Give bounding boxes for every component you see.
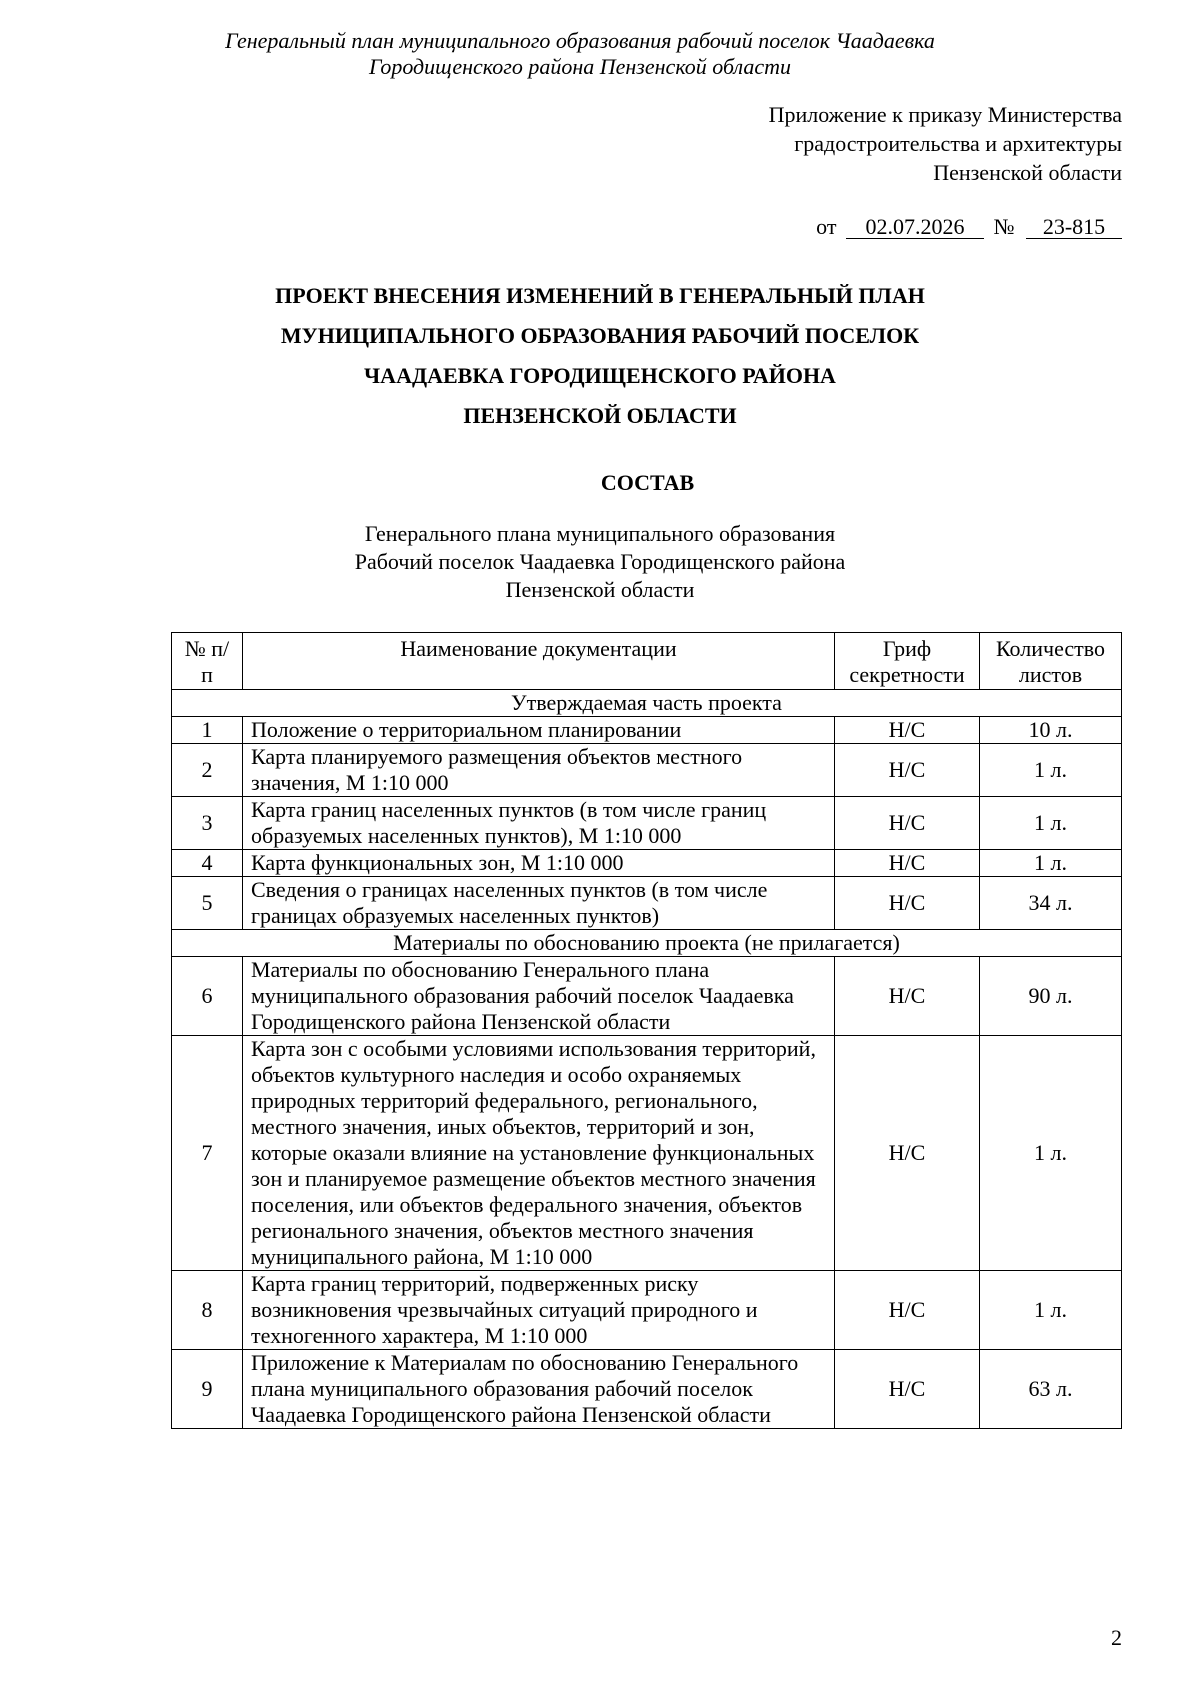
document-title [0, 276, 1200, 436]
running-header [0, 28, 1200, 80]
row-num: 2 [172, 744, 243, 797]
row-num: 8 [172, 1271, 243, 1350]
row-secret: Н/С [835, 1350, 980, 1429]
row-num: 4 [172, 850, 243, 877]
row-secret: Н/С [835, 957, 980, 1036]
title-line-4: ПЕНЗЕНСКОЙ ОБЛАСТИ [463, 403, 737, 428]
row-name: Сведения о границах населенных пунктов (в том числе границах образуемых населенных пунктов) [243, 877, 835, 930]
order-reference [816, 214, 1122, 240]
row-secret: Н/С [835, 1036, 980, 1271]
table-row [172, 797, 1122, 850]
row-secret: Н/С [835, 850, 980, 877]
row-count: 90 л. [980, 957, 1122, 1036]
header-count: Количество листов [980, 633, 1122, 690]
table-row [172, 877, 1122, 930]
table-header-row [172, 633, 1122, 690]
section-row-approved [172, 690, 1122, 717]
subtitle [0, 520, 1200, 604]
title-line-3: ЧААДАЕВКА ГОРОДИЩЕНСКОГО РАЙОНА [364, 363, 836, 388]
row-secret: Н/С [835, 877, 980, 930]
row-name: Карта зон с особыми условиями использования территорий, объектов культурного наследия и особо охраняемых природных территорий федерального, регионального, местного значения, иных объектов, территорий и зон, которые оказали влияние на установление функциональных зон и планируемое размещение объектов местного значения поселения, или объектов федерального значения, объектов регионального значения, объектов местного значения муниципального района, М 1:10 000 [243, 1036, 835, 1271]
subtitle-line-2: Рабочий поселок Чаадаевка Городищенского района [354, 549, 846, 574]
row-count: 1 л. [980, 797, 1122, 850]
row-count: 1 л. [980, 850, 1122, 877]
appendix-line-2: градостроительства и архитектуры [794, 131, 1122, 156]
table-row [172, 717, 1122, 744]
row-secret: Н/С [835, 1271, 980, 1350]
section-approved-label: Утверждаемая часть проекта [172, 690, 1122, 717]
section-title-text: СОСТАВ [600, 470, 695, 495]
table-row [172, 957, 1122, 1036]
table-row [172, 850, 1122, 877]
appendix-line-3: Пензенской области [933, 160, 1122, 185]
header-secret: Гриф секретности [835, 633, 980, 690]
row-num: 3 [172, 797, 243, 850]
row-num: 5 [172, 877, 243, 930]
table-row [172, 1036, 1122, 1271]
header-num: № п/п [172, 633, 243, 690]
order-from-label: от [816, 214, 837, 239]
row-num: 9 [172, 1350, 243, 1429]
section-title [0, 470, 1200, 496]
row-num: 6 [172, 957, 243, 1036]
table-row [172, 1350, 1122, 1429]
row-secret: Н/С [835, 744, 980, 797]
header-name: Наименование документации [243, 633, 835, 690]
row-count: 10 л. [980, 717, 1122, 744]
row-name: Карта границ территорий, подверженных риску возникновения чрезвычайных ситуаций природного и техногенного характера, М 1:10 000 [243, 1271, 835, 1350]
row-count: 63 л. [980, 1350, 1122, 1429]
row-count: 1 л. [980, 1271, 1122, 1350]
table-row [172, 744, 1122, 797]
order-number: 23-815 [1026, 216, 1122, 239]
order-number-label: № [993, 214, 1015, 239]
running-header-line-1: Генеральный план муниципального образования рабочий поселок Чаадаевка [225, 28, 935, 53]
row-secret: Н/С [835, 717, 980, 744]
title-line-2: МУНИЦИПАЛЬНОГО ОБРАЗОВАНИЯ РАБОЧИЙ ПОСЕЛОК [280, 323, 920, 348]
running-header-line-2: Городищенского района Пензенской области [368, 54, 792, 79]
appendix-line-1: Приложение к приказу Министерства [768, 102, 1122, 127]
section-materials-label: Материалы по обоснованию проекта (не прилагается) [172, 930, 1122, 957]
row-name: Карта функциональных зон, М 1:10 000 [243, 850, 835, 877]
order-date: 02.07.2026 [846, 216, 984, 239]
contents-table [171, 632, 1122, 1429]
section-row-materials [172, 930, 1122, 957]
subtitle-line-1: Генерального плана муниципального образования [364, 521, 836, 546]
row-count: 34 л. [980, 877, 1122, 930]
row-num: 7 [172, 1036, 243, 1271]
table-row [172, 1271, 1122, 1350]
page-number: 2 [1111, 1625, 1122, 1650]
row-secret: Н/С [835, 797, 980, 850]
row-count: 1 л. [980, 1036, 1122, 1271]
row-name: Карта планируемого размещения объектов местного значения, М 1:10 000 [243, 744, 835, 797]
title-line-1: ПРОЕКТ ВНЕСЕНИЯ ИЗМЕНЕНИЙ В ГЕНЕРАЛЬНЫЙ ПЛАН [275, 283, 925, 308]
row-name: Карта границ населенных пунктов (в том числе границ образуемых населенных пунктов), М 1:10 000 [243, 797, 835, 850]
row-name: Положение о территориальном планировании [243, 717, 835, 744]
row-count: 1 л. [980, 744, 1122, 797]
appendix-note [769, 100, 1122, 187]
row-name: Приложение к Материалам по обоснованию Генерального плана муниципального образования рабочий поселок Чаадаевка Городищенского района Пензенской области [243, 1350, 835, 1429]
row-name: Материалы по обоснованию Генерального плана муниципального образования рабочий поселок Чаадаевка Городищенского района Пензенской области [243, 957, 835, 1036]
row-num: 1 [172, 717, 243, 744]
subtitle-line-3: Пензенской области [505, 577, 695, 602]
